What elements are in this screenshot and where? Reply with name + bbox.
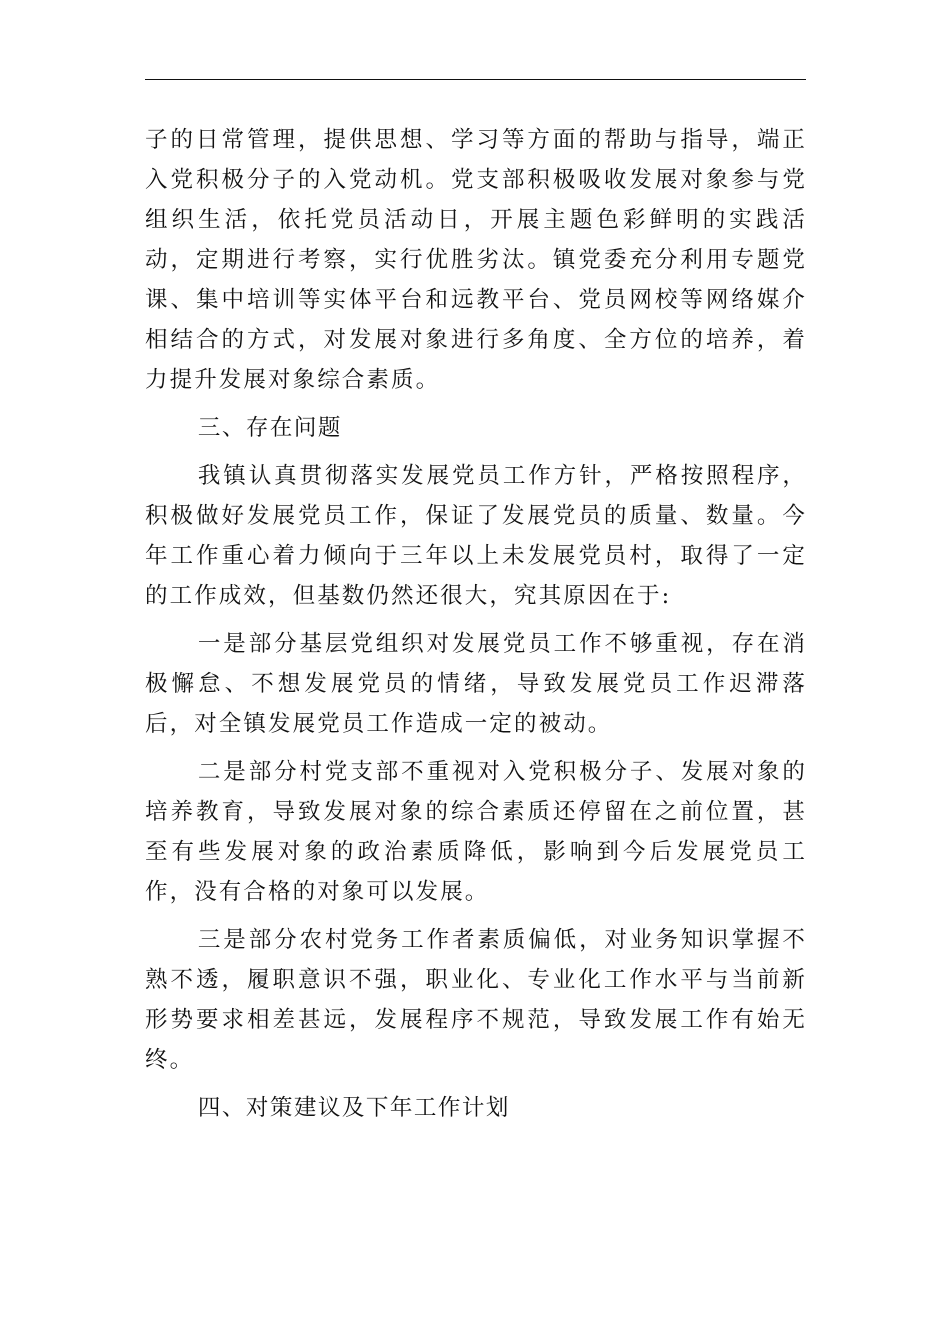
paragraph-problem-one: 一是部分基层党组织对发展党员工作不够重视，存在消极懈怠、不想发展党员的情绪，导致发展党员工作迟滞落后，对全镇发展党员工作造成一定的被动。 (145, 631, 807, 737)
document-body (145, 120, 807, 1128)
paragraph-problem-two: 二是部分村党支部不重视对入党积极分子、发展对象的培养教育，导致发展对象的综合素质还停留在之前位置，甚至有些发展对象的政治素质降低，影响到今后发展党员工作，没有合格的对象可以发展。 (145, 759, 807, 905)
section-heading-problems: 三、存在问题 (197, 415, 342, 441)
section-heading-suggestions: 四、对策建议及下年工作计划 (197, 1095, 510, 1121)
paragraph-problems-intro: 我镇认真贯彻落实发展党员工作方针，严格按照程序，积极做好发展党员工作，保证了发展党员的质量、数量。今年工作重心着力倾向于三年以上未发展党员村，取得了一定的工作成效，但基数仍然还很大，究其原因在于: (145, 463, 807, 609)
paragraph-continuation: 子的日常管理，提供思想、学习等方面的帮助与指导，端正入党积极分子的入党动机。党支部积极吸收发展对象参与党组织生活，依托党员活动日，开展主题色彩鲜明的实践活动，定期进行考察，实行优胜劣汰。镇党委充分利用专题党课、集中培训等实体平台和远教平台、党员网校等网络媒介相结合的方式，对发展对象进行多角度、全方位的培养，着力提升发展对象综合素质。 (145, 127, 807, 393)
paragraph-problem-three: 三是部分农村党务工作者素质偏低，对业务知识掌握不熟不透，履职意识不强，职业化、专业化工作水平与当前新形势要求相差甚远，发展程序不规范，导致发展工作有始无终。 (145, 927, 807, 1073)
header-rule (145, 79, 806, 80)
